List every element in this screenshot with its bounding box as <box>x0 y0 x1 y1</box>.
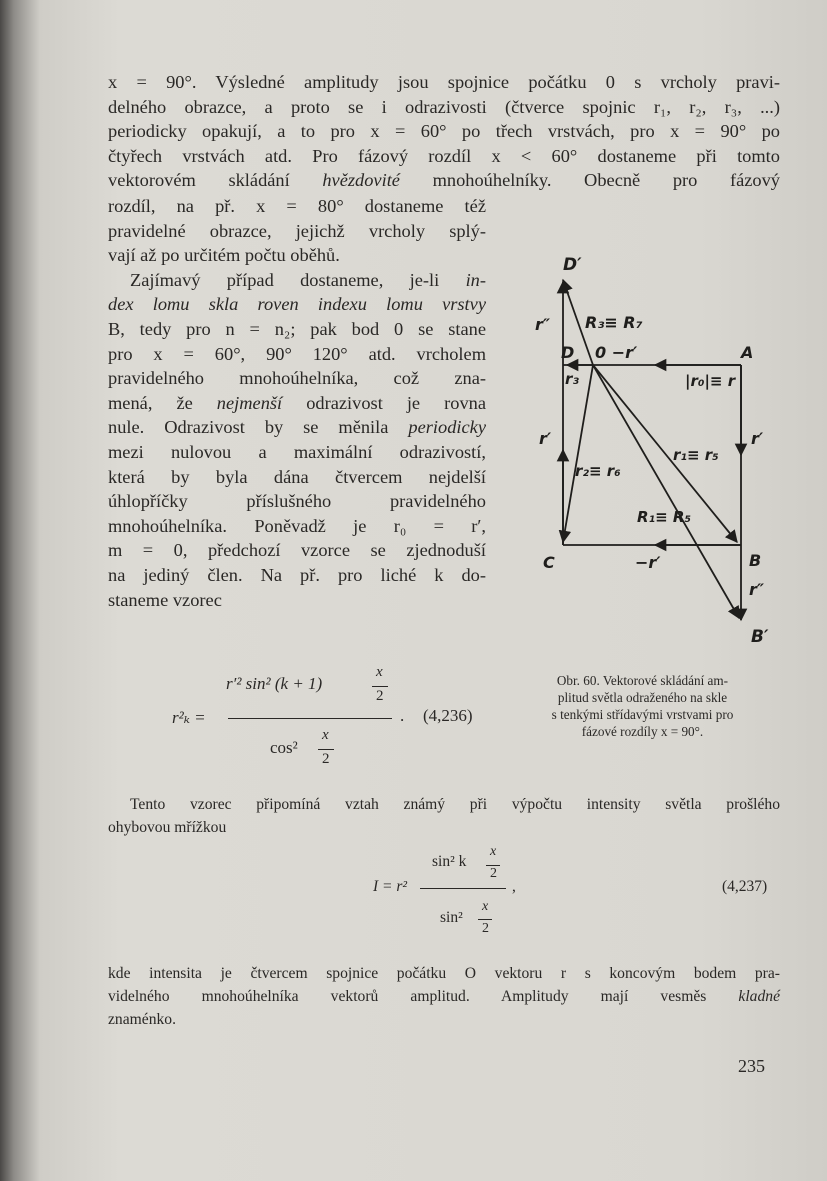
text-line: vají až po určitém počtu oběhů. <box>108 245 340 266</box>
label-B: B <box>749 551 762 570</box>
text-line: kde intensita je čtvercem spojnice počátku O vektoru r s koncovým bodem pra- <box>108 965 780 982</box>
top-paragraph <box>108 70 780 193</box>
equation-lhs: I = r² <box>373 878 408 895</box>
equation-denominator-x: x <box>322 727 329 743</box>
text-span: videlného mnohoúhelníka vektorů amplitud. Amplitudy mají vesměs <box>108 988 739 1005</box>
equation-tail: . <box>400 706 405 725</box>
equation-numerator-x: x <box>490 844 497 859</box>
caption-line: plitud světla odraženého na skle <box>557 690 728 705</box>
equation-numerator-two: 2 <box>376 688 384 704</box>
text-line: delného obrazce, a proto se i odrazivosti (čtverce spojnic r₁, r₂, r₃, ...) <box>108 96 780 117</box>
text-line: znaménko. <box>108 1011 176 1028</box>
text-line <box>108 268 486 293</box>
fraction-line <box>372 686 388 687</box>
emphasis-text: dex lomu skla roven indexu lomu vrstvy <box>108 294 486 315</box>
fraction-line <box>420 888 506 889</box>
label-r-prime-right: r′ <box>751 429 764 448</box>
label-r2-r6: r₂≡ r₆ <box>575 462 621 480</box>
text-span: odrazivost je rovna <box>282 392 486 413</box>
fraction-line <box>228 718 392 719</box>
equation-number: (4,236) <box>423 706 473 725</box>
equation-lhs: r²ₖ = <box>172 708 206 727</box>
label-r1-r5: r₁≡ r₅ <box>673 446 719 464</box>
page-number: 235 <box>738 1056 765 1076</box>
text-line: mezi nulovou a maximální odrazivostí, <box>108 441 486 462</box>
equation-number: (4,237) <box>722 878 768 895</box>
text-line: rozdíl, na př. x = 80° dostaneme též <box>108 196 486 216</box>
label-r-double-prime: r″ <box>535 315 551 334</box>
text-line: x = 90°. Výsledné amplitudy jsou spojnice počátku 0 s vrcholy pravi- <box>108 72 780 92</box>
emphasis-text: periodicky <box>408 417 486 438</box>
label-R3-R7: R₃≡ R₇ <box>585 313 643 332</box>
caption-line: fázové rozdíly x = 90°. <box>581 724 704 739</box>
label-minus-r: −r′ <box>635 553 661 572</box>
vector-R1 <box>593 365 739 618</box>
text-line: mnohoúhelníka. Poněvadž je r₀ = r′, <box>108 515 486 536</box>
text-line: pravidelné obrazce, jejichž vrcholy splý- <box>108 220 486 241</box>
label-r0-r: |r₀|≡ r <box>685 372 736 390</box>
text-line: která by byla dána čtvercem nejdelší <box>108 466 486 487</box>
text-line: úhlopříčky příslušného pravidelného <box>108 491 486 512</box>
text-span: mená, že <box>108 392 217 413</box>
label-zero-r: 0 −r′ <box>595 343 638 362</box>
text-span: nule. Odrazivost by se měnila <box>108 417 409 438</box>
text-line: pro x = 60°, 90° 120° atd. vrcholem <box>108 343 486 364</box>
emphasis-text: kladné <box>738 988 780 1005</box>
text-line: čtyřech vrstvách atd. Pro fázový rozdíl x < 60° dostaneme při tomto <box>108 145 780 166</box>
text-line <box>108 415 486 440</box>
caption-line: Obr. 60. Vektorové skládání am- <box>556 673 729 688</box>
equation-denominator: sin² <box>440 909 463 926</box>
equation-denominator-two: 2 <box>482 921 489 936</box>
equation-numerator-x: x <box>376 664 383 680</box>
label-B-prime: B′ <box>751 627 769 647</box>
equation-denominator-x: x <box>482 899 489 914</box>
caption-line: s tenkými střídavými vrstvami pro <box>551 707 734 722</box>
middle-paragraph <box>108 793 780 839</box>
equation-tail: , <box>512 878 516 895</box>
text-line <box>108 985 780 1008</box>
label-r-double-prime-2: r″ <box>749 580 765 599</box>
label-D-prime: D′ <box>563 255 582 275</box>
equation-numerator: r′² sin² (k + 1) <box>226 674 323 693</box>
fraction-line <box>478 919 492 920</box>
text-line: Tento vzorec připomíná vztah známý při výpočtu intensity světla prošlého <box>130 796 780 813</box>
label-R1-R5: R₁≡ R₅ <box>637 508 692 526</box>
label-D: D <box>561 343 575 362</box>
left-column-text <box>108 194 486 612</box>
label-r-prime-left: r′ <box>539 429 552 448</box>
vector-diagram <box>505 250 795 655</box>
figure-caption <box>500 672 785 740</box>
text-line: periodicky opakují, a to pro x = 60° po třech vrstvách, pro x = 90° po <box>108 121 780 141</box>
emphasis-text: hvězdovité <box>322 170 400 190</box>
label-A: A <box>741 343 754 362</box>
text-line: staneme vzorec <box>108 589 222 610</box>
text-line <box>108 168 780 193</box>
equation-numerator-two: 2 <box>490 866 497 881</box>
bottom-paragraph <box>108 962 780 1031</box>
text-line: B, tedy pro n = n₂; pak bod 0 se stane <box>108 318 486 339</box>
text-line: pravidelného mnohoúhelníka, což zna- <box>108 368 486 389</box>
text-span: mnohoúhelníky. Obecně pro fázový <box>399 170 780 190</box>
text-line: na jediný člen. Na př. pro liché k do- <box>108 564 486 585</box>
text-line: ohybovou mřížkou <box>108 819 227 836</box>
text-line <box>108 391 486 416</box>
equation-denominator: cos² <box>270 738 298 757</box>
label-C: C <box>543 553 555 572</box>
equation-numerator: sin² k <box>432 853 467 870</box>
fraction-line <box>318 749 334 750</box>
equation-denominator-two: 2 <box>322 751 330 767</box>
vector-r2 <box>563 365 593 542</box>
text-span: vektorovém skládání <box>108 170 323 190</box>
emphasis-text: nejmenší <box>216 392 283 413</box>
text-line: m = 0, předchozí vzorce se zjednoduší <box>108 540 486 561</box>
text-line <box>108 292 486 317</box>
label-r3: r₃ <box>565 370 579 388</box>
emphasis-text: in- <box>465 269 486 290</box>
text-span: Zajímavý případ dostaneme, je-li <box>130 269 466 290</box>
